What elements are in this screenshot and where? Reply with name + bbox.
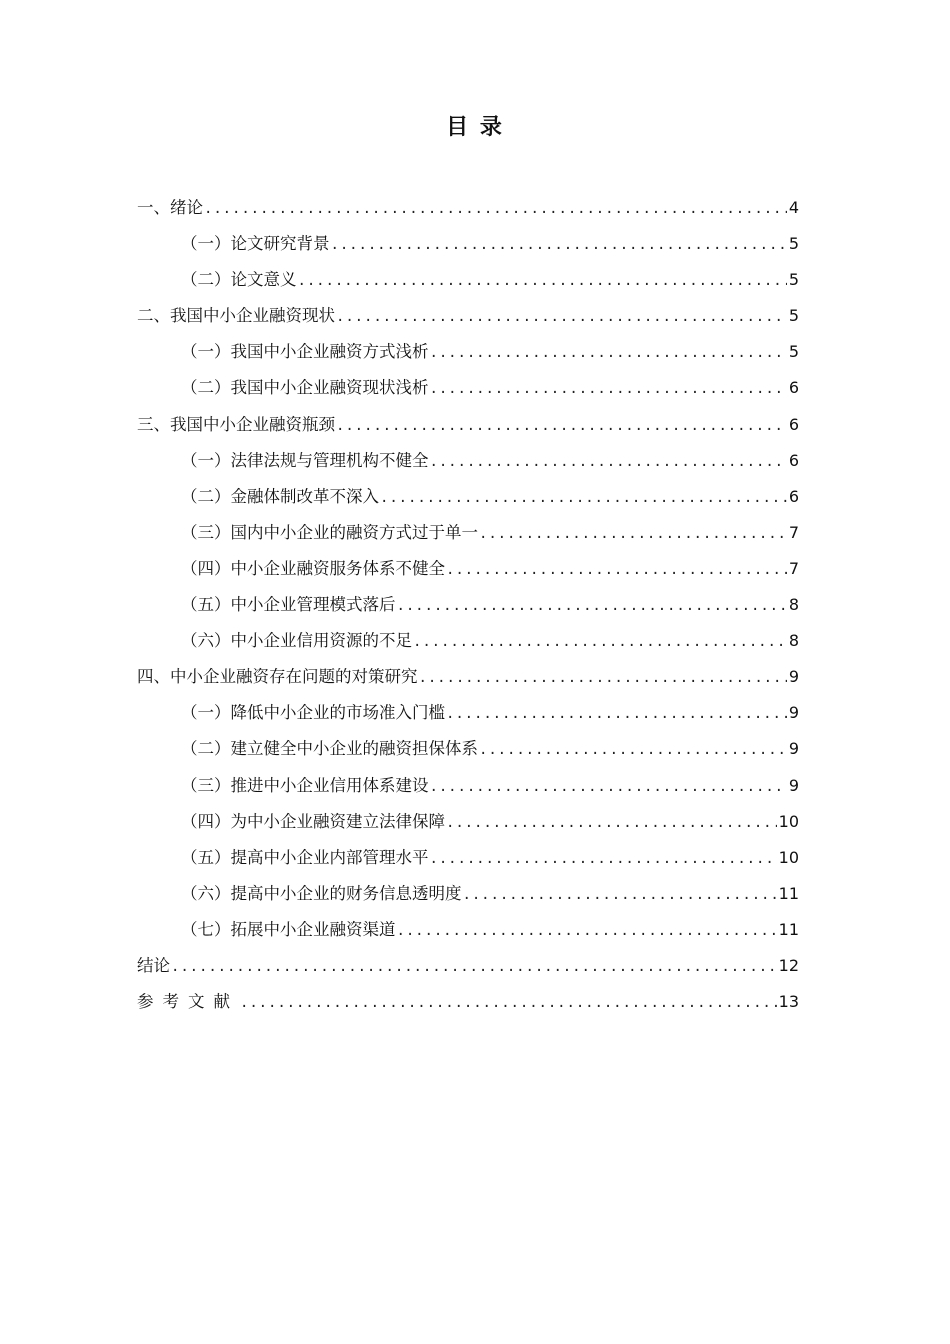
toc-entry[interactable] <box>137 659 799 695</box>
toc-page-number: 7 <box>788 558 799 578</box>
toc-entry-label: （二）论文意义 <box>181 270 297 290</box>
toc-entry[interactable] <box>137 370 799 406</box>
toc-entry-label: （四）中小企业融资服务体系不健全 <box>181 558 445 578</box>
toc-entry[interactable] <box>137 768 799 804</box>
toc-entry[interactable] <box>137 515 799 551</box>
toc-dot-leader <box>479 516 787 552</box>
toc-entry-label: （五）提高中小企业内部管理水平 <box>181 847 429 867</box>
toc-dot-leader <box>397 913 777 949</box>
toc-page-number: 5 <box>788 234 799 254</box>
toc-entry[interactable] <box>137 876 799 912</box>
toc-dot-leader <box>430 444 787 480</box>
toc-page-number: 9 <box>788 667 799 687</box>
toc-entry[interactable] <box>137 804 799 840</box>
toc-entry-label: （二）我国中小企业融资现状浅析 <box>181 378 429 398</box>
toc-entry-label: （三）国内中小企业的融资方式过于单一 <box>181 522 478 542</box>
toc-entry-label: 四、中小企业融资存在问题的对策研究 <box>137 667 418 687</box>
toc-page-number: 6 <box>788 450 799 470</box>
toc-page-number: 10 <box>778 811 799 831</box>
toc-page-number: 6 <box>788 486 799 506</box>
toc-dot-leader <box>446 552 787 588</box>
toc-entry-label: （一）论文研究背景 <box>181 234 330 254</box>
toc-entry[interactable] <box>137 587 799 623</box>
toc-entry[interactable] <box>137 226 799 262</box>
toc-dot-leader <box>171 949 777 985</box>
page-title: 目 录 <box>446 115 504 140</box>
toc-entry-label: （四）为中小企业融资建立法律保障 <box>181 811 445 831</box>
toc-entry-label: （六）中小企业信用资源的不足 <box>181 631 412 651</box>
toc-page-number: 7 <box>788 522 799 542</box>
toc-dot-leader <box>331 227 787 263</box>
toc-page-number: 4 <box>788 198 799 217</box>
toc-entry-label: （五）中小企业管理模式落后 <box>181 595 396 615</box>
toc-dot-leader <box>430 371 787 407</box>
toc-dot-leader <box>380 480 787 516</box>
toc-entry[interactable] <box>137 731 799 767</box>
toc-entry-label: （一）降低中小企业的市场准入门槛 <box>181 703 445 723</box>
toc-dot-leader <box>298 263 787 299</box>
toc-entry[interactable] <box>137 840 799 876</box>
toc-page-number: 10 <box>778 847 799 867</box>
toc-dot-leader <box>430 335 787 371</box>
toc-entry[interactable] <box>137 623 799 659</box>
toc-entry-label: 三、我国中小企业融资瓶颈 <box>137 414 335 434</box>
toc-entry-label: （二）金融体制改革不深入 <box>181 486 379 506</box>
toc-page-number: 13 <box>778 992 799 1012</box>
toc-page-number: 5 <box>788 306 799 326</box>
toc-dot-leader <box>419 660 787 696</box>
table-of-contents <box>137 190 799 1020</box>
toc-entry[interactable] <box>137 912 799 948</box>
toc-entry[interactable] <box>137 984 799 1020</box>
toc-page-number: 5 <box>788 342 799 362</box>
toc-entry-label: 一、绪论 <box>137 198 203 217</box>
toc-entry[interactable] <box>137 695 799 731</box>
toc-dot-leader <box>336 408 787 444</box>
toc-entry-label: （七）拓展中小企业融资渠道 <box>181 919 396 939</box>
toc-dot-leader <box>446 805 777 841</box>
toc-page-number: 11 <box>778 919 799 939</box>
toc-entry[interactable] <box>137 262 799 298</box>
toc-dot-leader <box>430 841 777 877</box>
toc-entry[interactable] <box>137 443 799 479</box>
toc-dot-leader <box>446 696 787 732</box>
toc-entry-label: （三）推进中小企业信用体系建设 <box>181 775 429 795</box>
toc-entry-label: （六）提高中小企业的财务信息透明度 <box>181 883 462 903</box>
toc-entry-label: （二）建立健全中小企业的融资担保体系 <box>181 739 478 759</box>
toc-page-number: 8 <box>788 595 799 615</box>
toc-entry-label: （一）法律法规与管理机构不健全 <box>181 450 429 470</box>
toc-dot-leader <box>413 624 787 660</box>
toc-dot-leader <box>240 985 777 1021</box>
toc-dot-leader <box>463 877 777 913</box>
toc-entry-label: 结论 <box>137 955 170 975</box>
toc-page-number: 9 <box>788 775 799 795</box>
toc-dot-leader <box>479 732 787 768</box>
toc-entry[interactable] <box>137 407 799 443</box>
toc-dot-leader <box>336 299 787 335</box>
toc-entry-label: 二、我国中小企业融资现状 <box>137 306 335 326</box>
toc-page-number: 12 <box>778 955 799 975</box>
toc-page-number: 11 <box>778 883 799 903</box>
toc-page-number: 9 <box>788 703 799 723</box>
toc-page-number: 8 <box>788 631 799 651</box>
toc-entry[interactable] <box>137 334 799 370</box>
toc-page-number: 6 <box>788 414 799 434</box>
toc-page-number: 6 <box>788 378 799 398</box>
toc-dot-leader <box>430 769 787 805</box>
toc-entry[interactable] <box>137 190 799 226</box>
toc-entry[interactable] <box>137 948 799 984</box>
toc-page-number: 5 <box>788 270 799 290</box>
toc-entry[interactable] <box>137 551 799 587</box>
toc-dot-leader <box>397 588 787 624</box>
toc-page-number: 9 <box>788 739 799 759</box>
toc-entry[interactable] <box>137 479 799 515</box>
toc-entry-label: 参考文献 <box>137 992 239 1012</box>
toc-dot-leader <box>204 191 787 227</box>
toc-entry-label: （一）我国中小企业融资方式浅析 <box>181 342 429 362</box>
toc-entry[interactable] <box>137 298 799 334</box>
